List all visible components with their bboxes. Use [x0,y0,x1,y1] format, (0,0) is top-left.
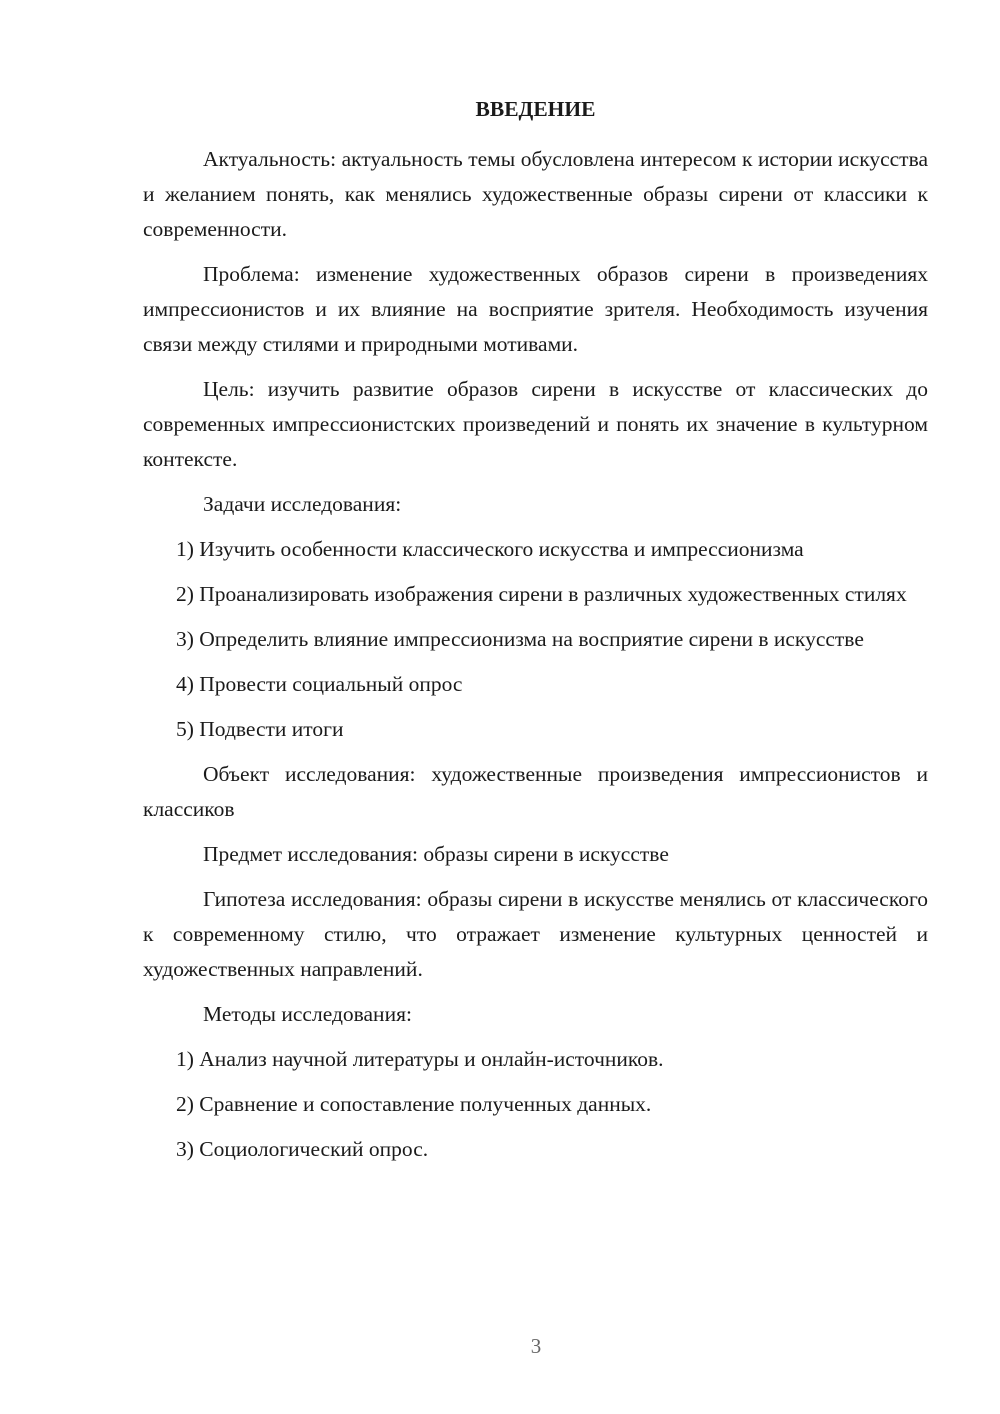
methods-heading: Методы исследования: [203,1002,412,1026]
method-item: 3) Социологический опрос. [176,1137,429,1161]
task-item: 5) Подвести итоги [176,717,344,741]
task-item: 3) Определить влияние импрессионизма на восприятие сирени в искусстве [176,627,864,651]
relevance-paragraph: Актуальность: актуальность темы обусловлена интересом к истории искусства и желанием понять, как менялись художественные образы сирени от классики к современности. [143,147,928,241]
problem-paragraph: Проблема: изменение художественных образов сирени в произведениях импрессионистов и их влияние на восприятие зрителя. Необходимость изучения связи между стилями и природными мотивами. [143,262,928,356]
document-page [143,92,928,1177]
task-item: 4) Провести социальный опрос [176,672,463,696]
task-item: 1) Изучить особенности классического искусства и импрессионизма [176,537,804,561]
page-number: 3 [530,1334,542,1358]
task-item: 2) Проанализировать изображения сирени в различных художественных стилях [176,582,907,606]
goal-paragraph: Цель: изучить развитие образов сирени в искусстве от классических до современных импрессионистских произведений и понять их значение в культурном контексте. [143,377,928,471]
subject-paragraph: Предмет исследования: образы сирени в искусстве [203,842,669,866]
method-item: 2) Сравнение и сопоставление полученных данных. [176,1092,652,1116]
tasks-heading: Задачи исследования: [203,492,402,516]
object-paragraph: Объект исследования: художественные произведения импрессионистов и классиков [143,762,928,821]
section-title: ВВЕДЕНИЕ [475,97,596,121]
method-item: 1) Анализ научной литературы и онлайн-источников. [176,1047,664,1071]
hypothesis-paragraph: Гипотеза исследования: образы сирени в искусстве менялись от классического к современному стилю, что отражает изменение культурных ценностей и художественных направлений. [143,887,928,981]
